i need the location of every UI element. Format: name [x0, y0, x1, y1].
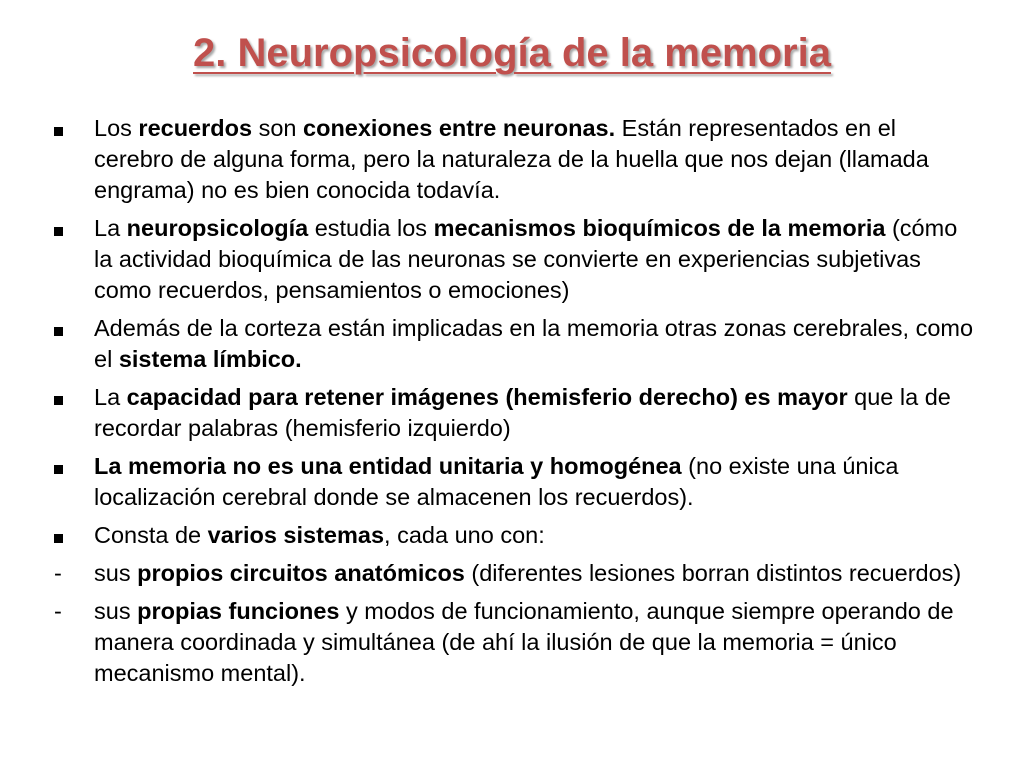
square-bullet-icon [54, 382, 84, 413]
square-bullet-icon [54, 520, 84, 551]
bullet-item [52, 558, 982, 589]
bullet-item [52, 451, 982, 513]
bullet-item [52, 313, 982, 375]
bullet-text [94, 560, 961, 586]
text-segment: , cada uno con: [384, 522, 545, 548]
bullet-item [52, 213, 982, 306]
text-segment: sus [94, 598, 138, 624]
bold-text-segment: sistema límbico. [118, 346, 302, 372]
text-segment: (cómo la actividad bioquímica de las neuronas se convierte en experiencias subjetivas como recuerdos, pensamientos o emociones) [94, 215, 958, 303]
bullet-item [52, 113, 982, 206]
square-bullet-icon [54, 313, 84, 344]
bold-text-segment: propias funciones [137, 598, 340, 624]
slide-title: 2. Neuropsicología de la memoria [193, 31, 831, 75]
bullet-text [94, 115, 929, 203]
bold-text-segment: neuropsicología [126, 215, 309, 241]
text-segment: La [94, 384, 127, 410]
bullet-text [94, 522, 545, 548]
text-segment: que la de recordar palabras (hemisferio izquierdo) [94, 384, 951, 441]
bullet-text [94, 453, 899, 510]
bullet-text [94, 315, 973, 372]
bullet-item [52, 596, 982, 689]
text-segment: La [94, 215, 127, 241]
bullet-text [94, 598, 954, 686]
dash-bullet-icon: - [54, 598, 62, 624]
text-segment: y modos de funcionamiento, aunque siempre operando de manera coordinada y simultánea (de ahí la ilusión de que la memoria = único mecanismo mental). [94, 598, 954, 686]
text-segment: Consta de [94, 522, 208, 548]
text-segment: (diferentes lesiones borran distintos recuerdos) [464, 560, 962, 586]
bold-text-segment: conexiones entre neuronas. [303, 115, 616, 141]
bullet-item [52, 382, 982, 444]
text-segment: (no existe una única localización cerebral donde se almacenen los recuerdos). [94, 453, 899, 510]
bold-text-segment: recuerdos [138, 115, 253, 141]
bold-text-segment: varios sistemas [207, 522, 385, 548]
text-segment: estudia los [308, 215, 434, 241]
bold-text-segment: propios circuitos anatómicos [137, 560, 465, 586]
text-segment: Además de la corteza están implicadas en la memoria otras zonas cerebrales, como el [94, 315, 974, 372]
bullet-text [94, 215, 957, 303]
square-bullet-icon [54, 451, 84, 482]
square-bullet-icon [54, 113, 84, 144]
bullet-item [52, 520, 982, 551]
dash-bullet-icon: - [54, 560, 62, 586]
text-segment: Los [94, 115, 139, 141]
text-segment: Están representados en el cerebro de alguna forma, pero la naturaleza de la huella que nos dejan (llamada engrama) no es bien conocida todavía. [94, 115, 929, 203]
bullet-list [52, 113, 982, 696]
text-segment: sus [94, 560, 138, 586]
square-bullet-icon [54, 213, 84, 244]
text-segment: son [252, 115, 304, 141]
bullet-text [94, 384, 951, 441]
bold-text-segment: capacidad para retener imágenes (hemisferio derecho) es mayor [126, 384, 848, 410]
bold-text-segment: La memoria no es una entidad unitaria y homogénea [94, 453, 682, 479]
bold-text-segment: mecanismos bioquímicos de la memoria [433, 215, 886, 241]
